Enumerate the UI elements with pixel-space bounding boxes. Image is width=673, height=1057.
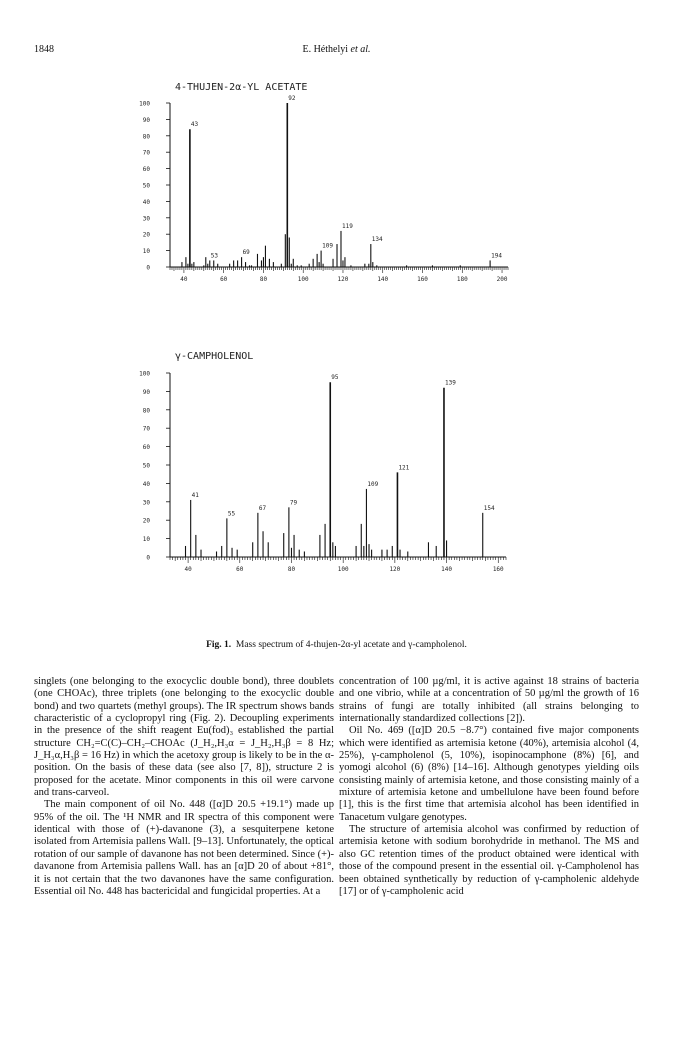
x-tick-label: 160 [492, 566, 504, 573]
peak-label: 139 [444, 379, 456, 387]
y-tick-label: 70 [142, 425, 150, 433]
y-tick-label: 10 [142, 248, 150, 256]
y-tick-label: 30 [142, 499, 150, 507]
peak-label: 53 [210, 252, 218, 260]
x-tick-label: 40 [184, 566, 192, 573]
paragraph: concentration of 100 µg/ml, it is active against 18 strains of bacteria and one vibrio, while at a concentration of 50 µg/ml the growth of 16 strains of fungi are totally inhibited (all strains belonging to internationally standardized collections [2]). [339, 676, 639, 725]
y-tick-label: 40 [142, 480, 150, 488]
body-column-right [339, 676, 639, 898]
running-head-etal: et al. [350, 44, 371, 55]
peak-label: 154 [483, 504, 495, 512]
peak-label: 109 [367, 480, 379, 488]
peak-label: 95 [331, 374, 339, 382]
peak-label: 109 [322, 242, 333, 250]
y-tick-label: 10 [142, 536, 150, 544]
x-tick-label: 60 [220, 276, 228, 283]
y-tick-label: 0 [146, 264, 150, 272]
x-tick-label: 140 [441, 566, 452, 573]
x-tick-label: 40 [180, 276, 188, 283]
peak-label: 67 [258, 504, 267, 512]
peak-label: 119 [341, 222, 353, 230]
x-tick-label: 80 [259, 276, 268, 283]
x-tick-label: 60 [236, 566, 244, 573]
y-tick-label: 0 [146, 554, 150, 562]
x-tick-label: 180 [456, 276, 468, 283]
x-tick-label: 120 [337, 276, 349, 283]
y-tick-label: 80 [142, 407, 150, 415]
peak-label: 79 [289, 499, 298, 507]
peak-label: 43 [190, 121, 199, 129]
y-tick-label: 60 [142, 166, 150, 174]
peak-label: 121 [398, 464, 410, 472]
y-tick-label: 60 [142, 444, 150, 452]
chart-title: 4-THUJEN-2α-YL ACETATE [175, 82, 308, 93]
x-tick-label: 100 [297, 276, 309, 283]
running-head-authors: E. Héthelyi [302, 44, 349, 55]
figure-label: Fig. 1. [206, 640, 232, 650]
figure-caption-text: Mass spectrum of 4-thujen-2α-yl acetate and γ-campholenol. [235, 640, 467, 650]
y-tick-label: 90 [142, 116, 150, 124]
peak-label: 55 [227, 510, 236, 518]
y-tick-label: 80 [142, 133, 150, 141]
y-tick-label: 90 [142, 388, 150, 396]
x-tick-label: 120 [389, 566, 401, 573]
running-head [0, 44, 673, 55]
x-tick-label: 200 [496, 276, 508, 283]
peak-label: 194 [491, 252, 502, 260]
y-tick-label: 20 [142, 231, 150, 239]
mass-spectrum-thujenyl-acetate [0, 70, 673, 315]
paragraph: Oil No. 469 ([α]D 20.5 −8.7°) contained five major components which were identified as artemisia ketone (40%), artemisia alcohol (4, 25%), γ-campholenol (5, 10%), isopinocamphone (8%) [6], and yomogi alcohol (6) (8%) [14–16]. Although genotypes yielding oils consisting mainly of artemisia ketone, and those consisting mainly of a mixture of artemisia ketone and umbellulone have been found before [1], this is the first time that artemisia alcohol has been identified in Tanacetum vulgare genotypes. [339, 725, 639, 823]
y-tick-label: 70 [142, 149, 150, 157]
y-tick-label: 40 [142, 198, 150, 206]
peak-label: 134 [371, 236, 383, 244]
body-column-left [34, 676, 334, 898]
mass-spectrum-campholenol [0, 345, 673, 590]
y-tick-label: 20 [142, 517, 150, 525]
y-tick-label: 50 [142, 462, 150, 470]
figure-caption [0, 640, 673, 650]
peak-label: 92 [288, 95, 296, 102]
y-tick-label: 100 [139, 370, 150, 378]
y-tick-label: 50 [142, 182, 150, 190]
y-tick-label: 100 [139, 100, 150, 108]
paragraph: singlets (one belonging to the exocyclic double bond), three doublets (one CHOAc), three triplets (one belonging to the exocyclic double bond) and two quartets (methyl groups). The IR spectrum shows bands characteristic of a cyclopropyl ring (Fig. 2). Decoupling experiments in the presence of the shift reagent Eu(fod)₃ established the partial structure CH₂=C(C)–CH₂–CHOAc (J_H₂,H₃α = J_H₂,H₃β = 8 Hz; J_H₃α,H₃β = 16 Hz) in which the acetoxy group is likely to be in the α-position. On the basis of these data (see also [7, 8]), structure 2 is proposed for the acetate. Minor components in this oil were carvone and trans-carveol. [34, 676, 334, 799]
chart-title: γ-CAMPHOLENOL [175, 351, 254, 362]
x-tick-label: 160 [417, 276, 428, 283]
x-tick-label: 100 [337, 566, 349, 573]
x-tick-label: 140 [377, 276, 389, 283]
paragraph: The main component of oil No. 448 ([α]D 20.5 +19.1°) made up 95% of the oil. The ¹H NMR and IR spectra of this component were identical with those of (+)-davanone (3), a sesquiterpene ketone isolated from Artemisia pallens Wall. [9–13]. Unfortunately, the optical rotation of our sample of davanone has not been determined. Since (+)-davanone from Artemisia pallens Wall. has an [α]D 20 of about +81°, it is not certain that the two davanones have the same configuration. Essential oil No. 448 has bactericidal and fungicidal properties. At a [34, 799, 334, 897]
peak-label: 41 [191, 491, 199, 499]
x-tick-label: 80 [287, 566, 296, 573]
peak-label: 69 [242, 249, 250, 257]
page-number: 1848 [34, 44, 54, 55]
y-tick-label: 30 [142, 215, 150, 223]
paragraph: The structure of artemisia alcohol was confirmed by reduction of artemisia ketone with sodium borohydride in methanol. The MS and also GC retention times of the product obtained were identical with those of the compound present in the essential oil. γ-Campholenol has been obtained synthetically by reduction of γ-campholenic aldehyde [17] or of γ-campholenic acid [339, 824, 639, 897]
